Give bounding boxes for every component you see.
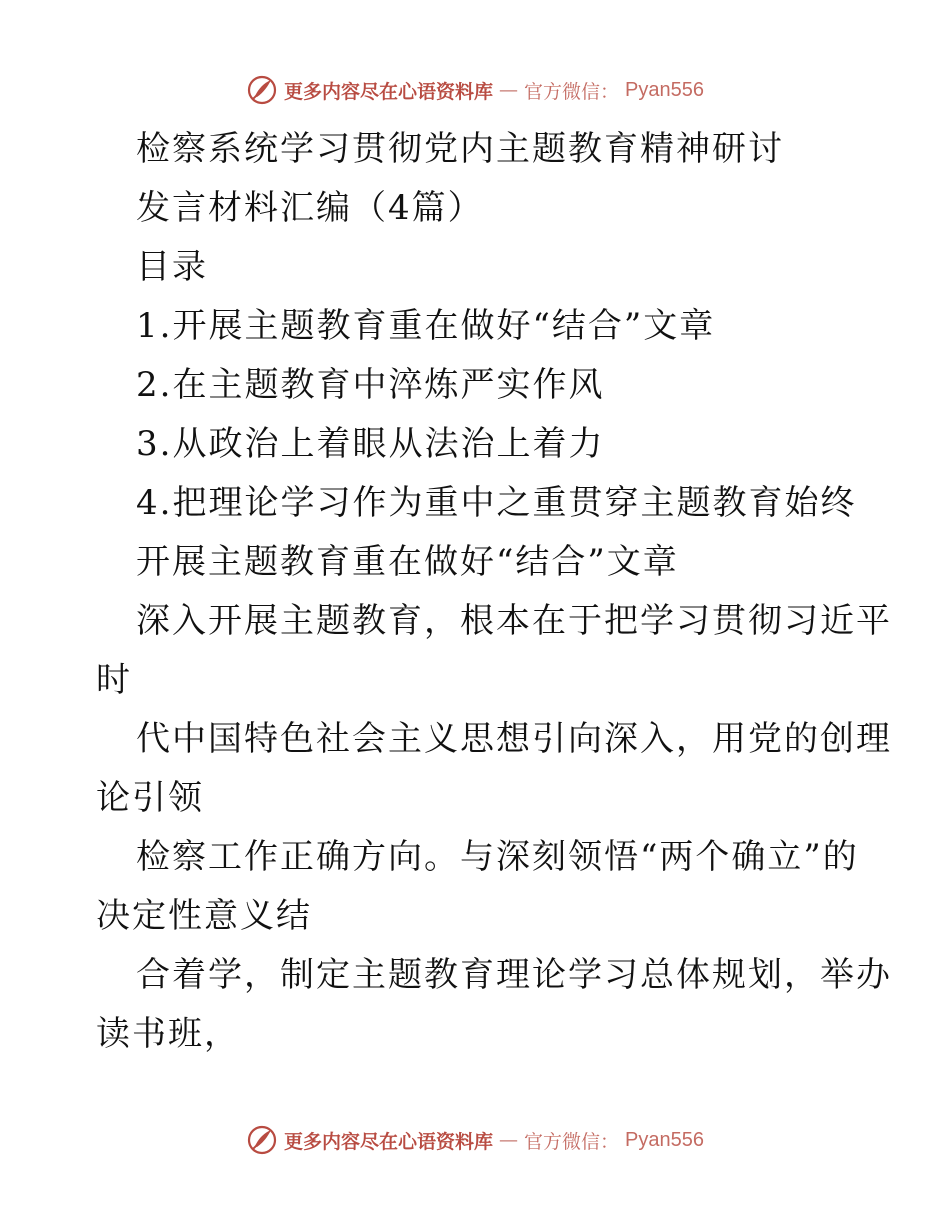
paragraph-line: 决定性意义结 xyxy=(96,896,312,936)
footer-watermark xyxy=(0,1120,950,1160)
section-heading: 开展主题教育重在做好“结合”文章 xyxy=(136,542,679,582)
watermark-separator: — xyxy=(499,1129,519,1151)
watermark-main-text: 更多内容尽在心语资料库 xyxy=(284,1130,494,1153)
toc-item-4: 4.把理论学习作为重中之重贯穿主题教育始终 xyxy=(136,483,857,523)
header-watermark xyxy=(0,70,950,110)
doc-title-line-2: 发言材料汇编（4篇） xyxy=(136,188,484,228)
paragraph-line: 深入开展主题教育，根本在于把学习贯彻习近平 xyxy=(136,601,892,641)
paragraph-line: 时 xyxy=(96,660,132,700)
toc-item-2: 2.在主题教育中淬炼严实作风 xyxy=(136,365,605,405)
paragraph-line: 代中国特色社会主义思想引向深入，用党的创理 xyxy=(136,719,892,759)
watermark-sub-text: 官方微信： xyxy=(524,1130,620,1153)
quill-seal-icon xyxy=(246,1124,278,1156)
document-body xyxy=(96,120,892,1064)
paragraph-line: 检察工作正确方向。与深刻领悟“两个确立”的 xyxy=(136,837,859,877)
watermark-separator: — xyxy=(499,79,519,101)
toc-heading: 目录 xyxy=(136,247,208,287)
toc-item-3: 3.从政治上着眼从法治上着力 xyxy=(136,424,605,464)
paragraph-line: 合着学，制定主题教育理论学习总体规划，举办 xyxy=(136,955,892,995)
watermark-wechat-id: Pyan556 xyxy=(625,1128,704,1151)
doc-title-line-1: 检察系统学习贯彻党内主题教育精神研讨 xyxy=(136,129,784,169)
toc-item-1: 1.开展主题教育重在做好“结合”文章 xyxy=(136,306,716,346)
watermark-wechat-id: Pyan556 xyxy=(625,78,704,101)
watermark-sub-text: 官方微信： xyxy=(524,80,620,103)
paragraph-line: 论引领 xyxy=(96,778,204,818)
watermark-main-text: 更多内容尽在心语资料库 xyxy=(284,80,494,103)
quill-seal-icon xyxy=(246,74,278,106)
paragraph-line: 读书班， xyxy=(96,1014,240,1054)
